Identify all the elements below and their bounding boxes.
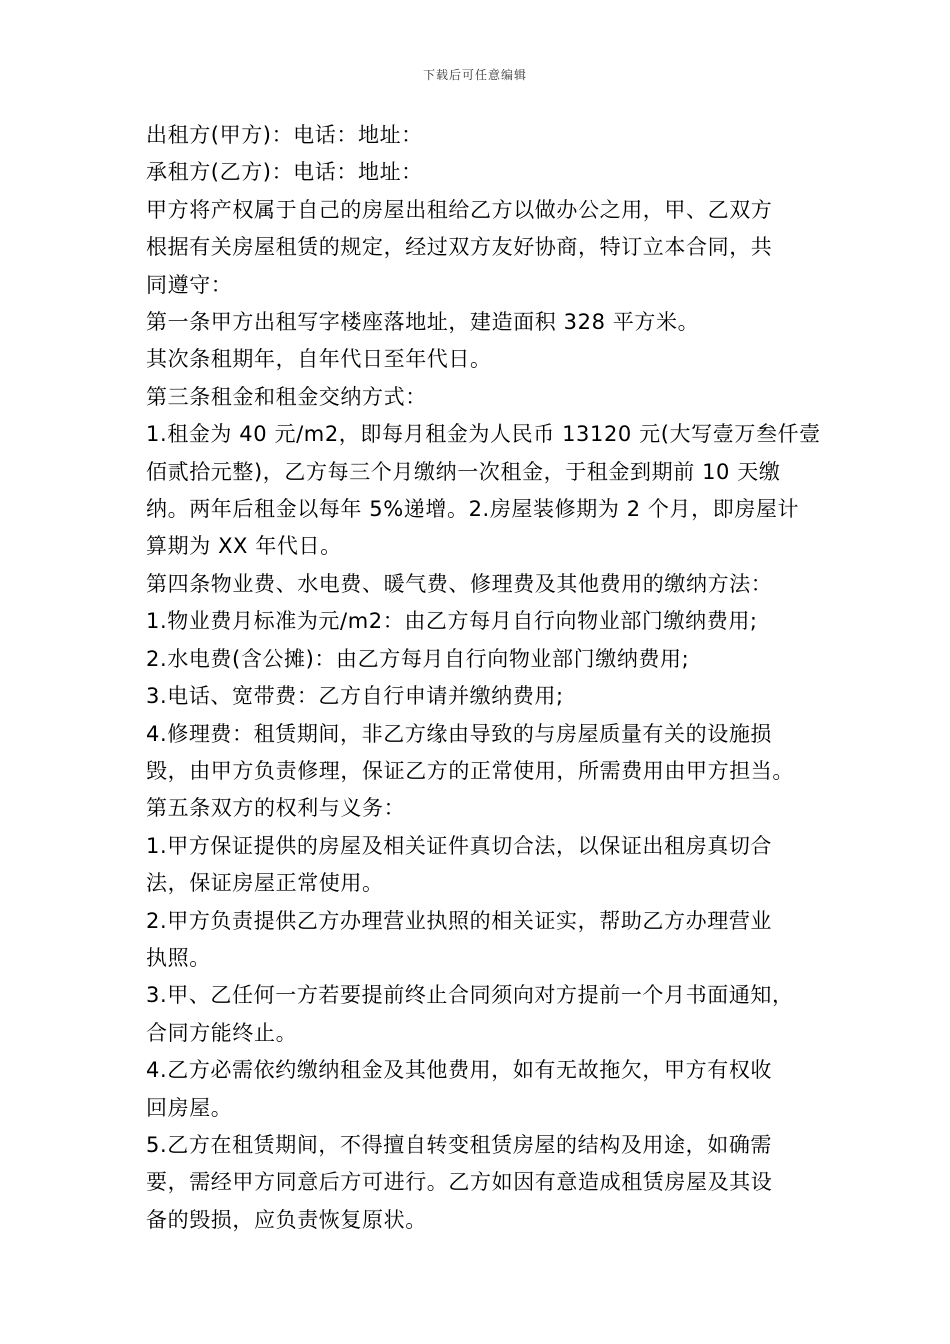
text-line-article-3-heading: 第三条租金和租金交纳方式： bbox=[146, 384, 427, 409]
text-line-duty-1b: 法，保证房屋正常使用。 bbox=[146, 871, 384, 896]
text-line-article-1: 第一条甲方出租写字楼座落地址，建造面积 328 平方米。 bbox=[146, 310, 700, 335]
text-line-duty-5a: 5.乙方在租赁期间，不得擅自转变租赁房屋的结构及用途，如确需 bbox=[146, 1132, 773, 1157]
text-line-rent-3: 纳。两年后租金以每年 5%递增。2.房屋装修期为 2 个月，即房屋计 bbox=[146, 497, 800, 522]
text-line-duty-3a: 3.甲、乙任何一方若要提前终止合同须向对方提前一个月书面通知， bbox=[146, 983, 794, 1008]
text-line-article-4-heading: 第四条物业费、水电费、暖气费、修理费及其他费用的缴纳方法： bbox=[146, 571, 773, 596]
text-line-fee-4b: 毁，由甲方负责修理，保证乙方的正常使用，所需费用由甲方担当。 bbox=[146, 758, 794, 783]
text-line-fee-1: 1.物业费月标准为元/m2：由乙方每月自行向物业部门缴纳费用; bbox=[146, 609, 758, 634]
text-line-rent-2: 佰贰拾元整)，乙方每三个月缴纳一次租金，于租金到期前 10 天缴 bbox=[146, 459, 781, 484]
text-line-duty-4a: 4.乙方必需依约缴纳租金及其他费用，如有无故拖欠，甲方有权收 bbox=[146, 1058, 773, 1083]
text-line-rent-4: 算期为 XX 年代日。 bbox=[146, 534, 342, 559]
text-line-fee-3: 3.电话、宽带费：乙方自行申请并缴纳费用; bbox=[146, 684, 564, 709]
text-line-intro-2: 根据有关房屋租赁的规定，经过双方友好协商，特订立本合同，共 bbox=[146, 235, 773, 260]
text-line-duty-5c: 备的毁损，应负责恢复原状。 bbox=[146, 1207, 427, 1232]
text-line-duty-3b: 合同方能终止。 bbox=[146, 1020, 298, 1045]
text-line-intro-3: 同遵守： bbox=[146, 272, 233, 297]
contract-body bbox=[146, 117, 821, 1239]
text-line-lessee: 承租方(乙方)：电话：地址： bbox=[146, 160, 423, 185]
page-header: 下载后可任意编辑 bbox=[422, 68, 527, 82]
text-line-duty-4b: 回房屋。 bbox=[146, 1095, 233, 1120]
text-line-duty-5b: 要，需经甲方同意后方可进行。乙方如因有意造成租赁房屋及其设 bbox=[146, 1170, 773, 1195]
text-line-duty-2b: 执照。 bbox=[146, 945, 211, 970]
text-line-intro-1: 甲方将产权属于自己的房屋出租给乙方以做办公之用，甲、乙双方 bbox=[146, 197, 773, 222]
text-line-fee-4a: 4.修理费：租赁期间，非乙方缘由导致的与房屋质量有关的设施损 bbox=[146, 721, 773, 746]
text-line-lessor: 出租方(甲方)：电话：地址： bbox=[146, 123, 423, 147]
text-line-duty-1a: 1.甲方保证提供的房屋及相关证件真切合法，以保证出租房真切合 bbox=[146, 833, 773, 858]
text-line-duty-2a: 2.甲方负责提供乙方办理营业执照的相关证实，帮助乙方办理营业 bbox=[146, 908, 773, 933]
text-line-article-5-heading: 第五条双方的权利与义务： bbox=[146, 796, 406, 821]
text-line-fee-2: 2.水电费(含公摊)：由乙方每月自行向物业部门缴纳费用; bbox=[146, 646, 690, 671]
text-line-article-2: 其次条租期年，自年代日至年代日。 bbox=[146, 347, 492, 372]
text-line-rent-1: 1.租金为 40 元/m2，即每月租金为人民币 13120 元(大写壹万叁仟壹 bbox=[146, 422, 821, 447]
